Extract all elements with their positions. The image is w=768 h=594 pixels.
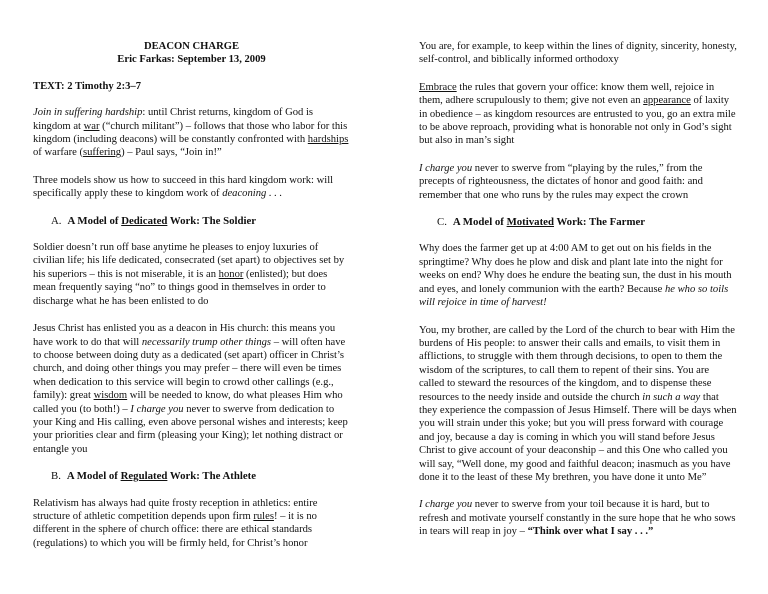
italic-charge: I charge you [419,162,473,174]
intro-paragraph-1 [33,106,350,160]
text-run: of laxity in obedience – as kingdom resources are entrusted to you, go an extra mile to be above reproach, providing what is honorable not only in God’s sight but also in man’s sight [419,95,736,147]
section-c-letter: C. [437,216,447,229]
italic-toils: he who so toils will rejoice in time of harvest! [419,283,729,309]
text-run: Soldier doesn’t run off base anytime he pleases to enjoy luxuries of civilian life; his life dedicated, consecrated (set apart) to objectives set by his superiors – this is not miserable, it is an [33,242,345,280]
section-b-key: Regulated [120,470,168,483]
section-a-paragraph-1 [33,241,350,308]
text-run: (“church militant”) – follows that those who labor for this kingdom (including deacons) will be constantly confronted with [33,120,348,146]
underlined-honor: honor [218,268,244,280]
heading-text: Work: The Farmer [553,216,646,229]
text-run: that they experience the compassion of Jesus Himself. There will be days when you will strain under this yoke; but you will press forward with courage and joy, because a day is coming in which you will stand before Jesus Christ to give account of your deaconship – and this One who called you will say, “Well done, my good and faithful deacon; inasmuch as you have done it to the least of these My brethren, you have done it unto Me” [419,391,737,483]
scripture-reference: TEXT: 2 Timothy 2:3–7 [33,80,142,92]
intro-paragraph-2 [33,174,350,201]
italic-trump: necessarily trump other things [141,336,272,348]
text-run: Three models show us how to succeed in this hard kingdom work: will specifically apply these to kingdom work of [33,174,334,200]
text-run: never to swerve from “playing by the rules,” from the precepts of righteousness, the dictates of honor and good faith: and remember that one who runs by the rules may expect the crown [419,162,703,201]
section-b-heading [51,470,350,483]
underlined-war: war [83,120,100,132]
section-c-heading [437,216,737,229]
right-column [419,40,737,553]
text-run: Jesus Christ has enlisted you as a deacon in His church: this means you have work to do that will [33,323,336,348]
section-a-paragraph-2 [33,322,350,456]
text-run: of warfare ( [33,147,83,159]
left-column [33,40,350,564]
section-b-paragraph-3 [419,81,737,148]
section-c-paragraph-1 [419,242,737,309]
text-run: Relativism has always had quite frosty reception in athletics: entire structure of athletic competition depends upon firm [33,497,318,522]
text-run: never to swerve from dedication to your King and His calling, even above personal wishes and interests; keep your priorities clear and firm (pleasing your King); let nothing distract or entangle you [33,403,348,455]
section-a-key: Dedicated [121,214,168,227]
section-b-paragraph-1 [33,497,350,551]
text-run: ) – Paul says, “Join in!” [121,147,222,159]
text-run: You, my brother, are called by the Lord of the church to bear with Him the burdens of His people: to answer their calls and emails, to visit them in afflictions, to struggle with them through decisions, to open to them the wisdom of the scriptures, to call them to repent of their sins. You are called to steward the resources of the kingdom, and to dispense these resources to the needy inside and outside the church [419,324,735,403]
heading-text: A Model of [452,216,507,229]
italic-charge: I charge you [419,499,473,511]
underlined-appearance: appearance [643,95,691,107]
section-c-paragraph-3 [419,498,737,538]
section-c-paragraph-2 [419,324,737,485]
intro-lead: Join in suffering hardship [33,107,143,119]
section-b-paragraph-4 [419,162,737,202]
document-subtitle: Eric Farkas: September 13, 2009 [117,54,266,66]
italic-such-a-way: in such a way [642,391,701,403]
section-a-heading [51,215,350,228]
underlined-embrace: Embrace [419,81,457,93]
section-a-letter: A. [51,214,62,227]
text-run: ! – it is no different in the sphere of church office: there are ethical standards (regulations) to which you will be firmly held, for Christ’s honor [33,510,317,549]
section-c-key: Motivated [506,216,554,229]
text-run: Why does the farmer get up at 4:00 AM to get out on his fields in the springtime? Why does he plow and disk and plant late into the night for weeks on end? Why does he endure the beating sun, the dust in his mouth and eyes, and lonely communion with the earth? Because [419,243,732,295]
heading-text: A Model of [66,470,121,483]
section-b-letter: B. [51,470,61,483]
underlined-suffering: suffering [83,147,122,159]
text-run: – will often have to choose between doing duty as a dedicated (set apart) officer in Christ’s church, and doing other things you may prefer – there will even be times when dedication to this service will begin to crowd other callings (e.g., family): great [33,336,346,402]
section-b-paragraph-2: You are, for example, to keep within the lines of dignity, sincerity, honesty, self-control, and biblically informed orthodoxy [419,41,737,66]
text-run: : until Christ returns, kingdom of God is kingdom at [33,107,314,132]
heading-text: Work: The Athlete [167,470,257,483]
heading-text: A Model of [67,214,122,227]
heading-text: Work: The Soldier [167,214,257,227]
underlined-hardships: hardships [307,134,349,146]
underlined-rules: rules [253,510,274,522]
italic-deaconing: deaconing . . . [222,188,283,200]
document-title: DEACON CHARGE [143,41,240,52]
underlined-wisdom: wisdom [93,390,128,402]
italic-charge: I charge you [130,403,184,415]
text-run: the rules that govern your office: know them well, rejoice in them, adhere scrupulously to them; give not even an [419,81,715,107]
bold-think-over: “Think over what I say . . .” [527,526,654,538]
text-run: (enlisted); but does mean frequently saying “no” to things good in themselves in order to discharge what he has been enlisted to do [33,268,328,307]
text-run: never to swerve from your toil because it is hard, but to refresh and motivate yourself constantly in the sure hope that he who sows in tears will reap in joy – [419,499,736,538]
text-run: will be needed to know, do what pleases Him who called you (to both!) – [33,390,343,415]
